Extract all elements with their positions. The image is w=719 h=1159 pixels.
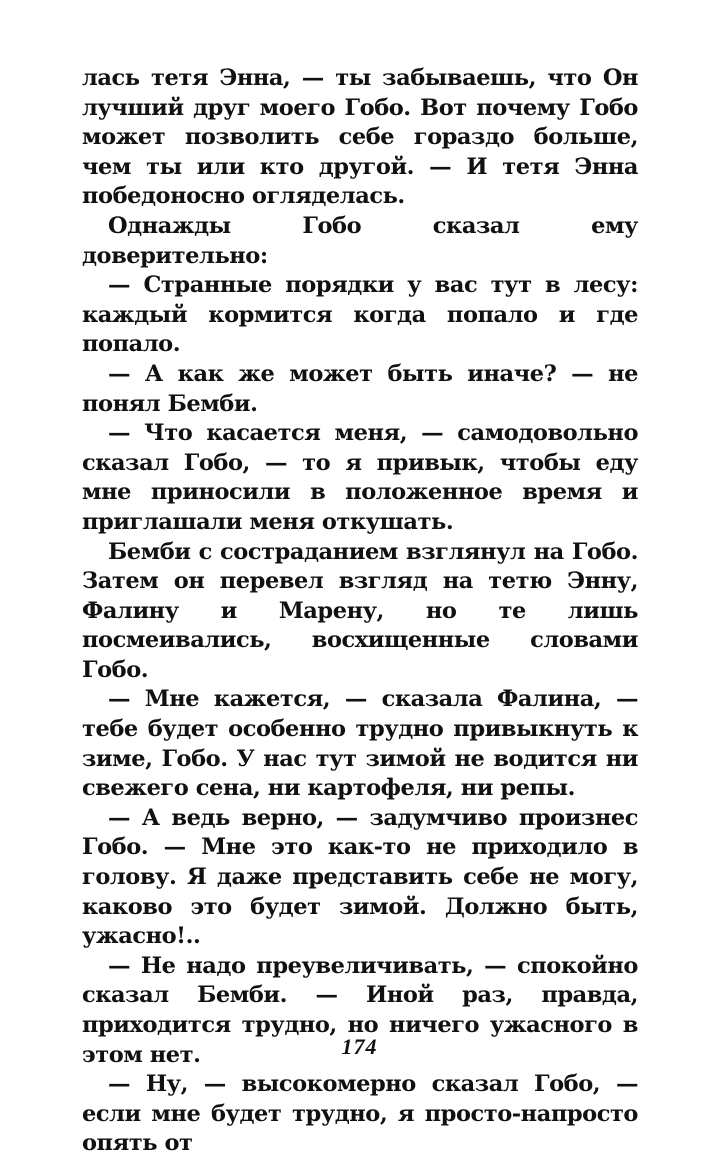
paragraph-6: Бемби с состраданием взглянул на Гобо. Затем он перевел взгляд на тетю Энну, Фалину и Марену, но те лишь посмеивались, восхищенные словами Гобо.: [82, 538, 638, 683]
paragraph-8: — А ведь верно, — задумчиво произнес Гобо. — Мне это как-то не приходило в голову. Я даже представить себе не могу, каково это будет зимой. Должно быть, ужасно!..: [82, 804, 638, 950]
paragraph-10: — Ну, — высокомерно сказал Гобо, — если мне будет трудно, я просто-напросто опять от: [82, 1071, 638, 1157]
paragraph-5: — Что касается меня, — самодовольно сказал Гобо, — то я привык, чтобы еду мне приносили в положенное время и приглашали меня откушать.: [82, 420, 638, 535]
paragraph-4: — А как же может быть иначе? — не понял Бемби.: [82, 360, 638, 417]
paragraph-3: — Странные порядки у вас тут в лесу: каждый кормится когда попало и где попало.: [82, 272, 638, 358]
page-number: 174: [341, 1034, 378, 1059]
paragraph-1: лась тетя Энна, — ты забываешь, что Он лучший друг моего Гобо. Вот почему Гобо может позволить себе гораздо больше, чем ты или кто другой. — И тетя Энна победоносно огляделась.: [82, 65, 638, 210]
paragraph-9: — Не надо преувеличивать, — спокойно сказал Бемби. — Иной раз, правда, приходится трудно, но ничего ужасного в этом нет.: [82, 952, 638, 1068]
paragraph-7: — Мне кажется, — сказала Фалина, — тебе будет особенно трудно привыкнуть к зиме, Гобо. У нас тут зимой не водится ни свежего сена, ни картофеля, ни репы.: [82, 686, 638, 802]
page-text: [82, 64, 638, 1159]
paragraph-2: Однажды Гобо сказал ему доверительно:: [82, 212, 638, 269]
